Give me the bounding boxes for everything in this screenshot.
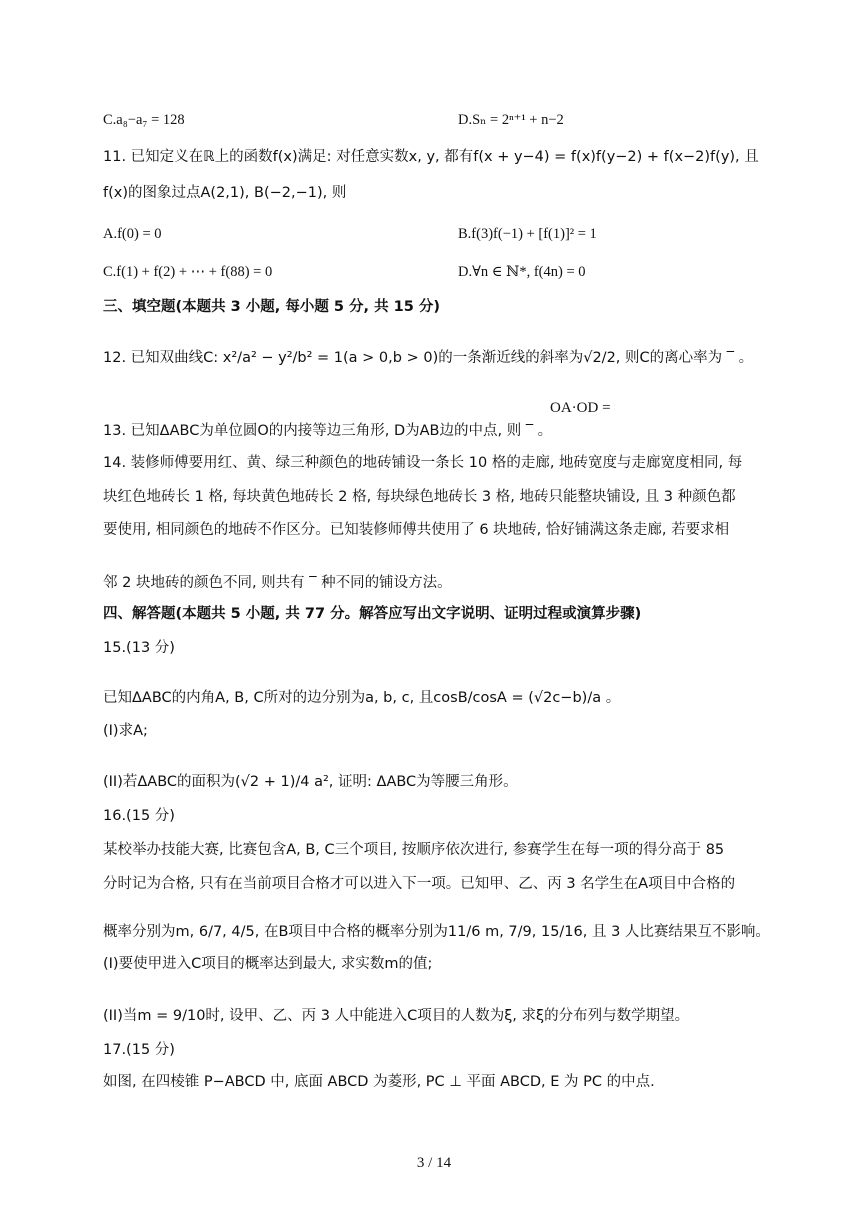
q13-vector: OA·OD = <box>550 400 611 416</box>
q17-head: 17.(15 分) <box>103 1042 175 1058</box>
q14-line1: 14. 装修师傅要用红、黄、绿三种颜色的地砖铺设一条长 10 格的走廊, 地砖宽度与走廊宽度相同, 每 <box>103 455 743 471</box>
option-d-top: D.Sₙ = 2ⁿ⁺¹ + n−2 <box>458 112 564 128</box>
q11-line2: f(x)的图象过点A(2,1), B(−2,−1), 则 <box>103 185 347 201</box>
q16-part1: (I)要使甲进入C项目的概率达到最大, 求实数m的值; <box>103 956 433 972</box>
option-c-top: C.a₈−a₇ = 128 <box>103 112 185 128</box>
q14-line4: 邻 2 块地砖的颜色不同, 则共有 ‾ 种不同的铺设方法。 <box>103 575 452 591</box>
q16-line1: 某校举办技能大赛, 比赛包含A, B, C三个项目, 按顺序依次进行, 参赛学生在每一项的得分高于 85 <box>103 842 725 858</box>
q16-part2: (II)当m = 9/10时, 设甲、乙、丙 3 人中能进入C项目的人数为ξ, 求ξ的分布列与数学期望。 <box>103 1008 690 1024</box>
q15-part2: (II)若ΔABC的面积为(√2 + 1)/4 a², 证明: ΔABC为等腰三角形。 <box>103 774 518 790</box>
q15-stem: 已知ΔABC的内角A, B, C所对的边分别为a, b, c, 且cosB/cosA = (√2c−b)/a 。 <box>103 690 621 706</box>
page-number: 3 / 14 <box>416 1155 452 1171</box>
q11-option-c: C.f(1) + f(2) + ⋯ + f(88) = 0 <box>103 264 273 280</box>
q14-line2: 块红色地砖长 1 格, 每块黄色地砖长 2 格, 每块绿色地砖长 3 格, 地砖只能整块铺设, 且 3 种颜色都 <box>103 489 736 505</box>
section-4-title: 四、解答题(本题共 5 小题, 共 77 分。解答应写出文字说明、证明过程或演算步骤) <box>103 606 642 622</box>
q16-head: 16.(15 分) <box>103 808 175 824</box>
q16-line2: 分时记为合格, 只有在当前项目合格才可以进入下一项。已知甲、乙、丙 3 名学生在A项目中合格的 <box>103 876 736 892</box>
q15-head: 15.(13 分) <box>103 640 175 656</box>
q17-line1: 如图, 在四棱锥 P−ABCD 中, 底面 ABCD 为菱形, PC ⊥ 平面 ABCD, E 为 PC 的中点. <box>103 1074 655 1090</box>
section-3-title: 三、填空题(本题共 3 小题, 每小题 5 分, 共 15 分) <box>103 299 441 315</box>
q16-line3: 概率分别为m, 6/7, 4/5, 在B项目中合格的概率分别为11/6 m, 7/9, 15/16, 且 3 人比赛结果互不影响。 <box>103 924 770 940</box>
q11-option-d: D.∀n ∈ ℕ*, f(4n) = 0 <box>458 264 586 280</box>
q12-text: 12. 已知双曲线C: x²/a² − y²/b² = 1(a > 0,b > 0)的一条渐近线的斜率为√2/2, 则C的离心率为 ‾ 。 <box>103 350 754 366</box>
q15-part1: (I)求A; <box>103 723 148 739</box>
q14-line3: 要使用, 相同颜色的地砖不作区分。已知装修师傅共使用了 6 块地砖, 恰好铺满这条走廊, 若要求相 <box>103 522 730 538</box>
q11-line1: 11. 已知定义在ℝ上的函数f(x)满足: 对任意实数x, y, 都有f(x + y−4) = f(x)f(y−2) + f(x−2)f(y), 且 <box>103 149 759 165</box>
q11-option-b: B.f(3)f(−1) + [f(1)]² = 1 <box>458 226 597 242</box>
q11-option-a: A.f(0) = 0 <box>103 226 162 242</box>
q13-text: 13. 已知ΔABC为单位圆O的内接等边三角形, D为AB边的中点, 则 ‾ 。 <box>103 423 553 439</box>
